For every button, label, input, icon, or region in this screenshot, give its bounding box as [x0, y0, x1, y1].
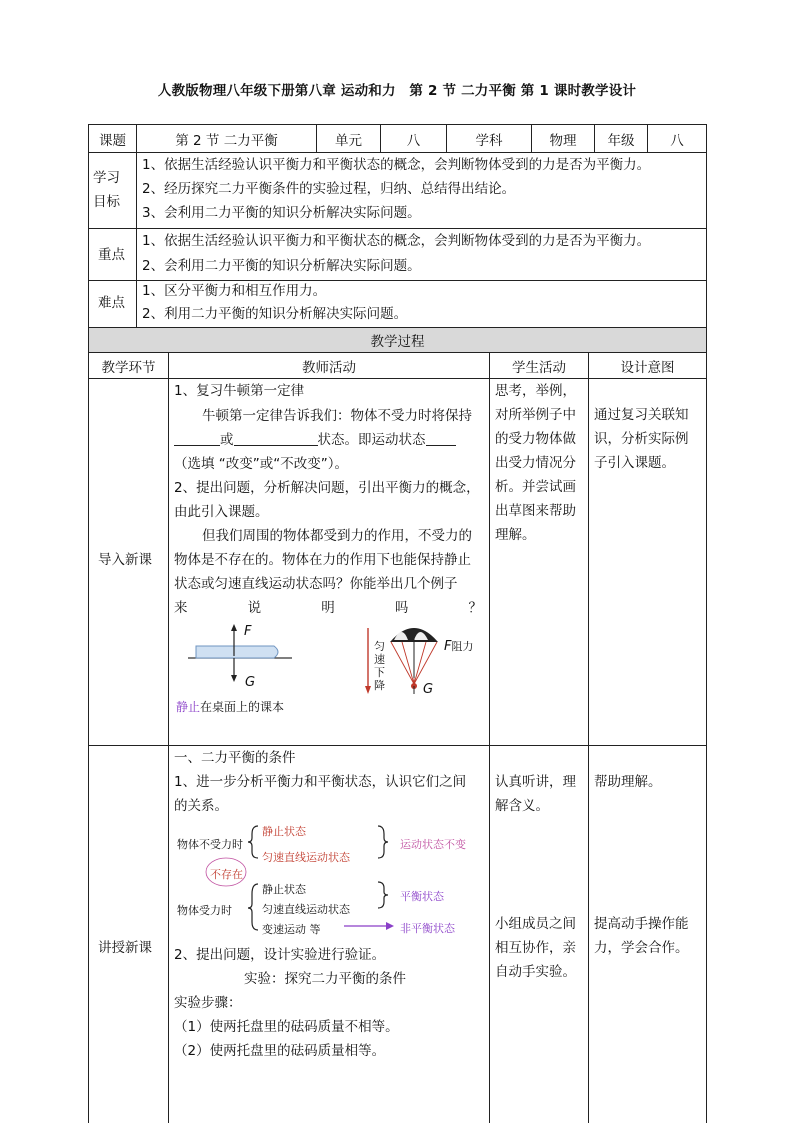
intro-line: 2、提出问题，分析解决问题，引出平衡力的概念，: [174, 480, 480, 496]
stage-lecture: 讲授新课: [98, 940, 152, 956]
text-line: 力，学会合作。: [594, 940, 689, 956]
text-line: 解含义。: [495, 798, 549, 814]
text-line: 析。并尝试画: [495, 479, 576, 495]
lecture-student-activity-a: [495, 770, 576, 818]
spaced-char: ？: [468, 600, 482, 616]
book-force-diagram: [182, 620, 302, 692]
lecture-line: （2）使两托盘里的砝码质量相等。: [174, 1043, 386, 1059]
diagram-balanced: 平衡状态: [400, 890, 444, 903]
caption-rest: 在桌面上的课本: [200, 700, 285, 714]
label-g: G: [245, 675, 256, 690]
text-line: 识，分析实际例: [594, 431, 689, 447]
fall-char: 降: [374, 679, 385, 692]
header-key-subject: 学科: [475, 132, 503, 149]
intro-line-spaced: [174, 596, 482, 620]
header-value-unit: 八: [406, 132, 421, 149]
text-line: 出受力情况分: [495, 455, 576, 471]
intro-line: 物体是不存在的。物体在力的作用下也能保持静止: [174, 552, 471, 568]
diagram-static-2: 静止状态: [262, 883, 306, 896]
intro-line: 牛顿第一定律告诉我们：物体不受力时将保持: [202, 408, 472, 424]
document-title: 人教版物理八年级下册第八章 运动和力 第 2 节 二力平衡 第 1 课时教学设计: [157, 83, 637, 99]
header-key-topic: 课题: [99, 132, 126, 149]
intro-line: 但我们周围的物体都受到力的作用，不受力的: [202, 528, 472, 544]
key-points-label: 重点: [98, 247, 125, 263]
fall-char: 速: [374, 653, 385, 666]
caption-static: 静止: [176, 700, 201, 714]
process-banner: 教学过程: [370, 334, 425, 350]
col-stage: 教学环节: [101, 359, 156, 376]
fall-char: 下: [374, 666, 385, 679]
header-key-grade: 年级: [607, 132, 635, 149]
falling-label: [374, 640, 386, 692]
diagram-static-1: 静止状态: [262, 825, 306, 838]
diagram-variable: 变速运动 等: [262, 923, 321, 936]
f-drag-sub: 阻力: [451, 640, 474, 653]
spaced-char: 来: [174, 600, 188, 616]
text-line: 理解。: [495, 527, 536, 543]
intro-intent: [594, 403, 689, 475]
text-line: 通过复习关联知: [594, 407, 689, 423]
header-value-grade: 八: [670, 132, 684, 149]
diagram-uniform-1: 匀速直线运动状态: [262, 851, 350, 864]
header-key-unit: 单元: [335, 132, 362, 149]
objective-item: 1、依据生活经验认识平衡力和平衡状态的概念，会判断物体受到的力是否为平衡力。: [142, 157, 651, 173]
intro-line: （选填 “改变”或“不改变”）。: [174, 456, 349, 472]
intro-line: 1、复习牛顿第一定律: [174, 383, 305, 399]
key-point-item: 2、会利用二力平衡的知识分析解决实际问题。: [142, 258, 421, 274]
lecture-intent-a: 帮助理解。: [594, 774, 662, 790]
book-caption: [176, 698, 284, 715]
lecture-student-activity-b: [495, 912, 576, 984]
answer-blank[interactable]: [234, 431, 318, 446]
spaced-char: 明: [321, 600, 335, 616]
lecture-line: 实验：探究二力平衡的条件: [244, 971, 406, 987]
header-value-subject: 物理: [549, 132, 577, 149]
spaced-char: 说: [247, 600, 262, 616]
lecture-line: 1、进一步分析平衡力和平衡状态，认识它们之间: [174, 774, 467, 790]
text-line: 的受力物体做: [495, 431, 576, 447]
objective-item: 3、会利用二力平衡的知识分析解决实际问题。: [142, 205, 421, 221]
intro-line: 状态或匀速直线运动状态吗？你能举出几个例子: [174, 576, 458, 592]
text-line: 出草图来帮助: [495, 503, 576, 519]
difficulty-item: 1、区分平衡力和相互作用力。: [142, 283, 327, 299]
text-line: 小组成员之间: [495, 916, 576, 932]
lecture-line: 2、提出问题，设计实验进行验证。: [174, 947, 386, 963]
difficulties-label: 难点: [98, 295, 125, 311]
col-student: 学生活动: [512, 359, 566, 376]
text-line: 对所举例子中: [495, 407, 576, 423]
lecture-line: 一、二力平衡的条件: [174, 750, 296, 766]
intro-fill-line: [174, 428, 456, 452]
diagram-with-force: 物体受力时: [177, 904, 232, 917]
intro-line-mid: 或: [220, 432, 234, 448]
lecture-line: （1）使两托盘里的砝码质量不相等。: [174, 1019, 399, 1035]
text-line: 思考，举例，: [495, 383, 576, 399]
text-line: 自动手实验。: [495, 964, 576, 980]
difficulty-item: 2、利用二力平衡的知识分析解决实际问题。: [142, 306, 408, 322]
lecture-line: 的关系。: [174, 798, 228, 814]
fall-char: 匀: [374, 640, 385, 653]
intro-line-end: 状态。即运动状态: [317, 432, 426, 448]
text-line: 相互协作，亲: [495, 940, 576, 956]
intro-student-activity: [495, 379, 576, 547]
diagram-not-exist: 不存在: [210, 868, 243, 881]
text-line: 提高动手操作能: [594, 916, 689, 932]
stage-intro: 导入新课: [98, 552, 152, 568]
lecture-line: 实验步骤：: [174, 995, 242, 1011]
answer-blank[interactable]: [174, 431, 220, 446]
col-teacher: 教师活动: [302, 359, 356, 376]
objective-item: 2、经历探究二力平衡条件的实验过程，归纳、总结得出结论。: [142, 181, 516, 197]
diagram-unchanged: 运动状态不变: [400, 838, 466, 851]
col-intent: 设计意图: [620, 359, 675, 376]
diagram-no-force: 物体不受力时: [177, 838, 243, 851]
text-line: 子引入课题。: [594, 455, 675, 471]
answer-blank[interactable]: [426, 431, 456, 446]
objectives-label-b: 目标: [93, 194, 120, 210]
f-drag-letter: F: [444, 639, 452, 654]
label-g-parachute: G: [423, 682, 434, 697]
lecture-intent-b: [594, 912, 689, 960]
label-f: F: [244, 624, 252, 639]
label-f-drag: [444, 638, 473, 654]
key-point-item: 1、依据生活经验认识平衡力和平衡状态的概念，会判断物体受到的力是否为平衡力。: [142, 233, 651, 249]
objectives-label-a: 学习: [93, 170, 120, 186]
intro-line: 由此引入课题。: [174, 504, 269, 520]
spaced-char: 吗: [394, 600, 409, 616]
diagram-unbalanced: 非平衡状态: [400, 922, 455, 935]
text-line: 认真听讲，理: [495, 774, 576, 790]
diagram-uniform-2: 匀速直线运动状态: [262, 903, 350, 916]
header-value-topic: 第 2 节 二力平衡: [175, 132, 278, 149]
